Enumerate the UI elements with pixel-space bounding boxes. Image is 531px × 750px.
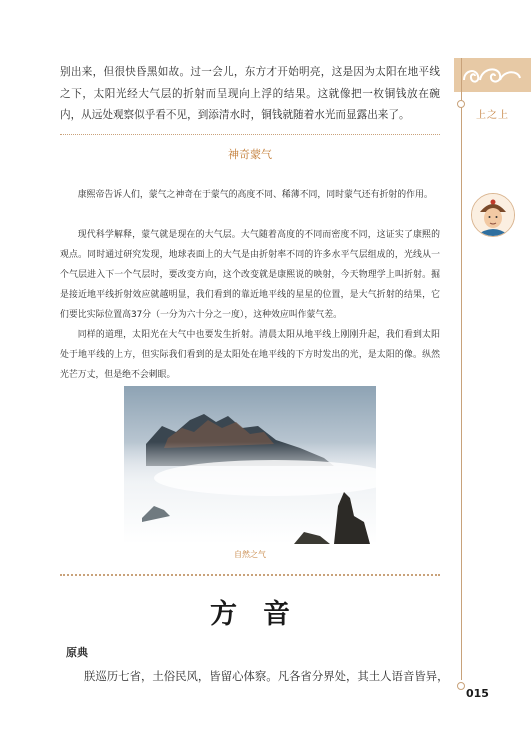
body-paragraph: 同样的道理，太阳光在大气中也要发生折射。清晨太阳从地平线上刚刚升起，我们看到太阳处于地平线的上方，但实际我们看到的是太阳处在地平线的下方时发出的光，是太阳的像。纵然光芒万丈，但是绝不会刺眼。	[60, 330, 440, 380]
chapter-divider	[60, 574, 440, 576]
margin-dot	[457, 100, 465, 108]
mountain-sea-of-clouds-photo	[124, 386, 376, 544]
body-paragraph: 康熙帝告诉人们，蒙气之神奇在于蒙气的高度不同、稀薄不同，同时蒙气还有折射的作用。	[77, 190, 433, 200]
body-paragraph: 现代科学解释，蒙气就是现在的大气层。大气随着高度的不同而密度不同，这证实了康熙的观点。同时通过研究发现，地球表面上的大气是由折射率不同的许多水平气层组成的，光线从一个气层进入下一个气层时，要改变方向，这个改变就是康熙说的映射，今天物理学上叫折射。掘是接近地平线折射效应就越明显，我们看到的靠近地平线的星星的位置，是大气折射的结果，它们要比实际位置高37分（一分为六十分之一度），这种效应叫作蒙气差。	[60, 230, 440, 320]
section-label: 上之上	[476, 110, 509, 121]
margin-ornament-band	[454, 58, 531, 92]
margin-dot	[457, 682, 465, 690]
chapter-title: 方音	[210, 599, 316, 630]
photo-caption: 自然之气	[234, 550, 266, 559]
emperor-portrait	[471, 193, 515, 237]
page-number: 015	[466, 687, 489, 700]
original-text: 朕巡历七省，土俗民风，皆留心体察。凡各省分界处，其土人语音皆异，	[84, 669, 449, 683]
source-label: 原典	[66, 646, 88, 659]
cloud-scroll-icon	[460, 62, 526, 88]
section-divider	[60, 134, 440, 135]
section-title: 神奇蒙气	[228, 148, 272, 161]
margin-vertical-rule	[461, 58, 462, 680]
top-paragraph: 别出来，但很快昏黑如故。过一会儿，东方才开始明亮，这是因为太阳在地平线之下，太阳光经大气层的折射而呈现向上浮的结果。这就像把一枚铜钱放在碗内，从远处观察似乎看不见，到添清水时，铜钱就随着水光而显露出来了。	[60, 66, 440, 121]
